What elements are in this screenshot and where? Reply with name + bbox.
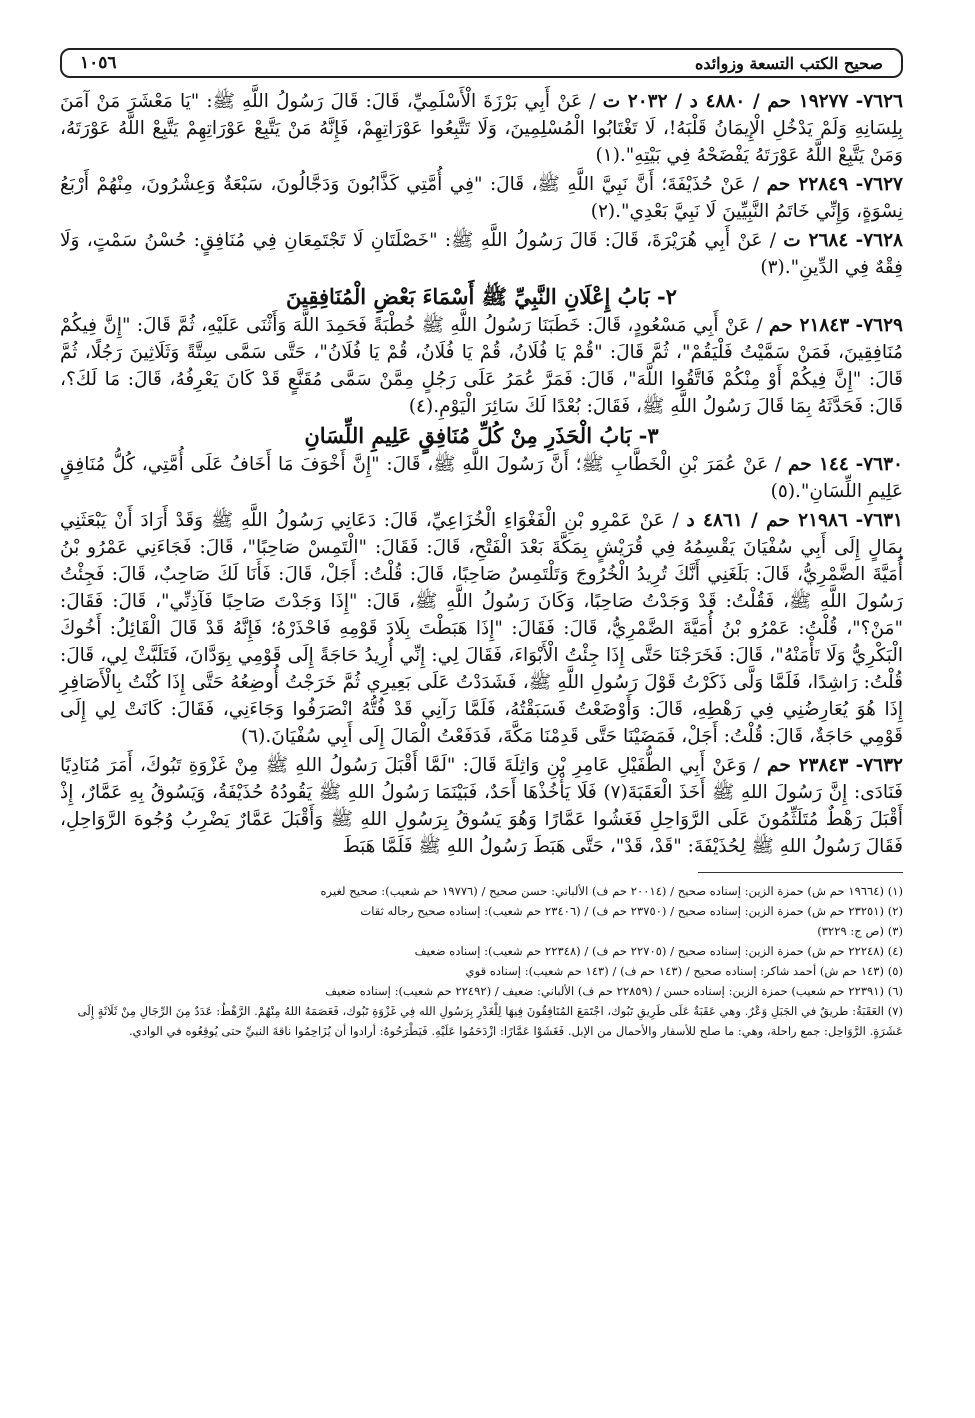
- hadith-7628: [60, 227, 903, 281]
- footnotes: [60, 881, 903, 1041]
- page-number: ١٠٥٦: [80, 53, 117, 73]
- hadith-7626: [60, 88, 903, 169]
- hadith-number: ٧٦٣١-: [855, 510, 903, 531]
- hadith-number: ٧٦٢٨-: [855, 230, 903, 251]
- chapter-heading-2: ٢- بَابُ إِعْلَانِ النَّبِيِّ ﷺ أَسْمَاءَ بَعْضِ الْمُنَافِقِينَ: [286, 284, 677, 309]
- footnote-6: (٦) (٢٢٣٩١ حم شعيب) حمزة الزين: إسناده حسن / (٢٢٨٥٩ حم ف) الألباني: ضعيف / (٢٢٤٩٢ حم شعيب): إسناده ضعيف: [325, 984, 903, 998]
- hadith-reference: ٢١٨٤٣ حم: [768, 315, 850, 336]
- footnote-separator: [698, 872, 903, 873]
- hadith-text: / عَنْ أَبِي مَسْعُودٍ، قَالَ: خَطَبَنَا رَسُولُ اللَّهِ ﷺ خُطْبَةً فَحَمِدَ اللَّهَ وَأَثْنَى عَلَيْهِ، ثُمَّ قَالَ: "إِنَّ فِيكُمْ مُنَافِقِينَ، فَمَنْ سَمَّيْتُ فَلْيَقُمْ"، ثُمَّ قَالَ: "قُمْ يَا فُلَانُ، قُمْ يَا فُلَانُ، قُمْ يَا فُلَانُ"، حَتَّى سَمَّى سِتَّةً وَثَلَاثِينَ رَجُلًا، ثُمَّ قَالَ: "إِنَّ فِيكُمْ أَوْ مِنْكُمْ فَاتَّقُوا اللَّهَ"، قَالَ: فَمَرَّ عُمَرُ عَلَى رَجُلٍ مِمَّنْ سَمَّى مُقَنَّعٍ قَدْ كَانَ يَعْرِفُهُ، قَالَ: مَا لَكَ؟، قَالَ: فَحَدَّثَهُ بِمَا قَالَ رَسُولُ اللَّهِ ﷺ، فَقَالَ: بُعْدًا لَكَ سَائِرَ الْيَوْمِ.(٤): [60, 315, 903, 417]
- hadith-text: / عَنْ عَمْرِو بْنِ الْفَغْوَاءِ الْخُزَاعِيِّ، قَالَ: دَعَانِي رَسُولُ اللَّهِ ﷺ وَقَدْ أَرَادَ أَنْ يَبْعَثَنِي بِمَالٍ إِلَى أَبِي سُفْيَانَ يَقْسِمُهُ فِي قُرَيْشٍ بِمَكَّةَ بَعْدَ الْفَتْحِ، قَالَ: فَقَالَ: "الْتَمِسْ صَاحِبًا"، قَالَ: فَجَاءَنِي عَمْرُو بْنُ أُمَيَّةَ الضَّمْرِيُّ، قَالَ: بَلَغَنِي أَنَّكَ تُرِيدُ الْخُرُوجَ وَتَلْتَمِسُ صَاحِبًا، قَالَ: قُلْتُ: أَجَلْ، قَالَ: فَأَنَا لَكَ صَاحِبٌ، قَالَ: فَجِئْتُ رَسُولَ اللَّهِ ﷺ، فَقُلْتُ: قَدْ وَجَدْتُ صَاحِبًا، وَكَانَ رَسُولُ اللَّهِ ﷺ، قَالَ: "إِذَا وَجَدْتَ صَاحِبًا فَآذِنِّي"، قَالَ: فَقَالَ: "مَنْ؟"، قُلْتُ: عَمْرُو بْنُ أُمَيَّةَ الضَّمْرِيُّ، قَالَ: فَقَالَ: "إِذَا هَبَطْتَ بِلَادَ قَوْمِهِ فَاحْذَرْهُ؛ فَإِنَّهُ قَدْ قَالَ الْقَائِلُ: أَخُوكَ الْبَكْرِيُّ وَلَا تَأْمَنْهُ"، قَالَ: فَخَرَجْنَا حَتَّى إِذَا جِئْتُ الْأَبْوَاءَ، فَقَالَ لِي: إِنِّي أُرِيدُ حَاجَةً إِلَى قَوْمِي بِوَدَّانَ، فَتَلَبَّثْ لِي، قَالَ: قُلْتُ: رَاشِدًا، فَلَمَّا وَلَّى ذَكَرْتُ قَوْلَ رَسُولِ اللَّهِ ﷺ، فَشَدَدْتُ عَلَى بَعِيرِي ثُمَّ خَرَجْتُ أُوضِعُهُ حَتَّى إِذَا كُنْتُ بِالْأَصَافِرِ إِذَا هُوَ يُعَارِضُنِي فِي رَهْطِهِ، قَالَ: وَأَوْضَعْتُ فَسَبَقْتُهُ، فَلَمَّا رَآنِي قَدْ فُتُّهُ انْصَرَفُوا وَجَاءَنِي، فَقَالَ: كَانَتْ لِي إِلَى قَوْمِي حَاجَةٌ، قَالَ: قُلْتُ: أَجَلْ، فَمَضَيْنَا حَتَّى قَدِمْنَا مَكَّةَ، فَدَفَعْتُ الْمَالَ إِلَى أَبِي سُفْيَانَ.(٦): [60, 510, 903, 747]
- book-page: [60, 48, 903, 1041]
- hadith-7631: [60, 507, 903, 750]
- book-title: صحيح الكتب التسعة وزوائده: [694, 53, 883, 73]
- chapter-heading-3: ٣- بَابُ الْحَذَرِ مِنْ كُلِّ مُنَافِقٍ عَلِيمِ اللِّسَانِ: [304, 423, 659, 448]
- hadith-7629: [60, 312, 903, 420]
- hadith-number: ٧٦٣٢-: [855, 755, 903, 776]
- hadith-number: ٧٦٣٠-: [855, 454, 903, 475]
- hadith-number: ٧٦٢٧-: [855, 174, 903, 195]
- hadith-7630: [60, 451, 903, 505]
- hadith-7627: [60, 171, 903, 225]
- hadith-reference: ٢٦٨٤ ت: [783, 230, 849, 251]
- footnote-5: (٥) (١٤٣ حم ش) أحمد شاكر: إسناده صحيح / (١٤٣ حم ف) / (١٤٣ حم شعيب): إسناده قوي: [465, 964, 903, 978]
- footnote-7: (٧) العَقَبَةُ: طريقٌ في الجَبَلِ وَعْرٌ. وهي عَقَبَةٌ عَلَى طَرِيقِ تَبُوك، اجْتَمَعَ المُنَافِقُونَ فِيهَا لِلْغَدْرِ بِرَسُولِ الله فِي غَزْوَةِ تَبُوك، فَعَصَمَهُ اللهُ مِنْهُمْ. الرَّهْطُ: عَدَدٌ مِنَ الرِّجَالِ مِنْ ثَلَاثَةٍ إِلَى عَشَرَةٍ. الرَّوَاحِل: جمع راحلة، وهي: ما صلح للأسفار والأحمال من الإبل. فَغَشَوْا عَمَّارًا: ازْدَحَمُوا عَلَيْهِ. فَيَطْرَحُوهُ: أرادوا أن يُزَاحِمُوا ناقةَ النبيِّ حتى يُوقِعُوه في الوادي.: [77, 1004, 903, 1038]
- hadith-number: ٧٦٢٦-: [855, 91, 903, 112]
- footnote-2: (٢) (٢٣٢٥١ حم ش) حمزة الزين: إسناده صحيح / (٢٣٧٥٠ حم ف) / (٢٣٤٠٦ حم شعيب): إسناده صحيح رجاله ثقات: [360, 904, 903, 918]
- page-header: [60, 48, 903, 78]
- hadith-reference: ٢١٩٨٦ حم / ٤٨٦١ د: [686, 510, 848, 531]
- footnote-3: (٣) (ص ج: ٣٢٢٩): [817, 924, 903, 938]
- hadith-reference: ١٩٢٧٧ حم / ٤٨٨٠ د / ٢٠٣٢ ت: [602, 91, 849, 112]
- hadith-reference: ٢٣٨٤٣ حم: [767, 755, 849, 776]
- footnote-1: (١) (١٩٦٦٤ حم ش) حمزة الزين: إسناده صحيح / (٢٠٠١٤ حم ف) الألباني: حسن صحيح / (١٩٧٧٦ حم شعيب): صحيح لغيره: [320, 884, 903, 898]
- hadith-reference: ١٤٤ حم: [787, 454, 849, 475]
- hadith-reference: ٢٢٨٤٩ حم: [766, 174, 849, 195]
- hadith-text: / وَعَنْ أَبِي الطُّفَيْلِ عَامِرِ بْنِ وَاثِلَةَ قَالَ: "لَمَّا أَقْبَلَ رَسُولُ اللهِ ﷺ مِنْ غَزْوَةِ تَبُوكَ، أَمَرَ مُنَادِيًا فَنَادَى: إِنَّ رَسُولَ اللهِ ﷺ أَخَذَ الْعَقَبَةَ(٧) فَلَا يَأْخُذْهَا أَحَدٌ، فَبَيْنَمَا رَسُولُ اللهِ ﷺ يَقُودُهُ حُذَيْفَةُ، وَيَسُوقُ بِهِ عَمَّارٌ، إِذْ أَقْبَلَ رَهْطٌ مُتَلَثِّمُونَ عَلَى الرَّوَاحِلِ فَغَشُوا عَمَّارًا وَهُوَ يَسُوقُ بِرَسُولِ اللهِ ﷺ وَأَقْبَلَ عَمَّارٌ يَضْرِبُ وُجُوهَ الرَّوَاحِلِ، فَقَالَ رَسُولُ اللهِ ﷺ لِحُذَيْفَةَ: "قَدْ، قَدْ"، حَتَّى هَبَطَ رَسُولُ اللهِ ﷺ فَلَمَّا هَبَطَ: [60, 755, 903, 857]
- main-text: [60, 88, 903, 860]
- footnote-4: (٤) (٢٢٢٤٨ حم ش) حمزة الزين: إسناده صحيح / (٢٢٧٠٥ حم ف) / (٢٢٣٤٨ حم شعيب): إسناده ضعيف: [414, 944, 903, 958]
- hadith-text: / عَنْ أَبِي هُرَيْرَةَ، قَالَ: قَالَ رَسُولُ اللَّهِ ﷺ: "خَصْلَتَانِ لَا تَجْتَمِعَانِ فِي مُنَافِقٍ: حُسْنُ سَمْتٍ، وَلَا فِقْهٌ فِي الدِّينِ".(٣): [60, 230, 903, 278]
- hadith-text: / عَنْ أَبِي بَرْزَةَ الْأَسْلَمِيِّ، قَالَ: قَالَ رَسُولُ اللَّهِ ﷺ: "يَا مَعْشَرَ مَنْ آمَنَ بِلِسَانِهِ وَلَمْ يَدْخُلِ الْإِيمَانُ قَلْبَهُ!، لَا تَغْتَابُوا الْمُسْلِمِينَ، وَلَا تَتَّبِعُوا عَوْرَاتِهِمْ، فَإِنَّهُ مَنْ يَتَّبِعْ عَوْرَاتِهِمْ يَتَّبِعْ اللَّهُ عَوْرَتَهُ، وَمَنْ يَتَّبِعْ اللَّهُ عَوْرَتَهُ يَفْضَحْهُ فِي بَيْتِهِ".(١): [60, 91, 903, 166]
- hadith-7632: [60, 752, 903, 860]
- hadith-text: / عَنْ حُذَيْفَةَ؛ أَنَّ نَبِيَّ اللَّهِ ﷺ، قَالَ: "فِي أُمَّتِي كَذَّابُونَ وَدَجَّالُونَ، سَبْعَةٌ وَعِشْرُونَ، مِنْهُمْ أَرْبَعُ نِسْوَةٍ، وَإِنِّي خَاتَمُ النَّبِيِّينَ لَا نَبِيَّ بَعْدِي".(٢): [60, 174, 903, 222]
- hadith-number: ٧٦٢٩-: [855, 315, 903, 336]
- hadith-text: / عَنْ عُمَرَ بْنِ الْخَطَّابِ ﷺ؛ أَنَّ رَسُولَ اللَّهِ ﷺ، قَالَ: "إِنَّ أَخْوَفَ مَا أَخَافُ عَلَى أُمَّتِي، كُلُّ مُنَافِقٍ عَلِيمِ اللِّسَانِ".(٥): [60, 454, 903, 502]
